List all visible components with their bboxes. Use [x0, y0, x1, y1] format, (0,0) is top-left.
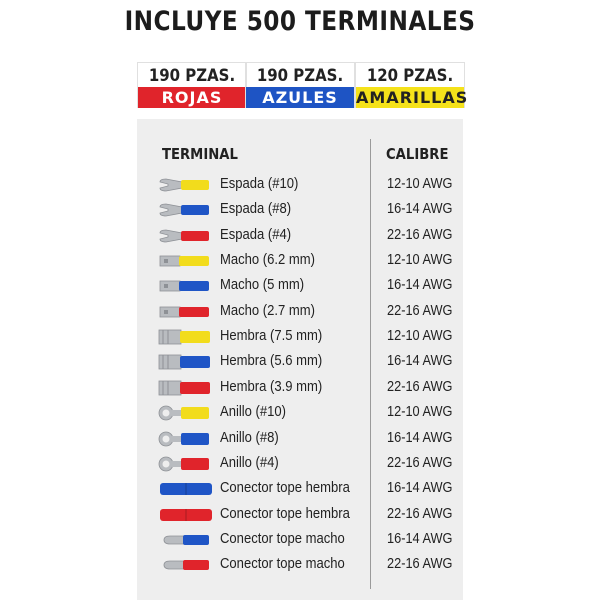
terminal-name: Espada (#4) [220, 227, 292, 243]
badge-yellow-count: 120 PZAS. [366, 66, 454, 86]
terminal-gauge: 16-14 AWG [387, 353, 453, 369]
female-terminal-icon [156, 353, 218, 371]
table-row [150, 224, 460, 249]
terminal-gauge: 16-14 AWG [387, 531, 453, 547]
table-row [150, 477, 460, 502]
table-row [150, 401, 460, 426]
table-row [150, 300, 460, 325]
terminal-name: Hembra (7.5 mm) [220, 328, 323, 344]
terminal-gauge: 22-16 AWG [387, 556, 453, 572]
table-row [150, 528, 460, 553]
table-row [150, 376, 460, 401]
male-terminal-icon [156, 303, 218, 321]
column-header-calibre: CALIBRE [386, 145, 449, 163]
table-row [150, 427, 460, 452]
badge-red-count: 190 PZAS. [148, 66, 236, 86]
bullet-connector-icon [156, 531, 218, 549]
table-row [150, 249, 460, 274]
terminal-name: Conector tope macho [220, 556, 345, 572]
table-row [150, 198, 460, 223]
badge-yellow-label: AMARILLAS [356, 88, 469, 107]
spade-terminal-icon [156, 201, 218, 219]
male-terminal-icon [156, 252, 218, 270]
butt-connector-icon [156, 506, 218, 524]
terminal-name: Hembra (5.6 mm) [220, 353, 323, 369]
table-row [150, 452, 460, 477]
table-row [150, 350, 460, 375]
terminal-name: Anillo (#4) [220, 455, 279, 471]
table-row [150, 503, 460, 528]
terminal-gauge: 22-16 AWG [387, 227, 453, 243]
terminal-gauge: 16-14 AWG [387, 480, 453, 496]
badge-red-label: ROJAS [138, 87, 246, 108]
terminal-gauge: 12-10 AWG [387, 176, 453, 192]
terminal-gauge: 12-10 AWG [387, 328, 453, 344]
ring-terminal-icon [156, 404, 218, 422]
table-row [150, 325, 460, 350]
terminal-name: Espada (#8) [220, 201, 292, 217]
ring-terminal-icon [156, 455, 218, 473]
terminal-gauge: 22-16 AWG [387, 506, 453, 522]
terminal-name: Conector tope macho [220, 531, 345, 547]
page-title: INCLUYE 500 TERMINALES [124, 6, 476, 37]
spade-terminal-icon [156, 176, 218, 194]
terminal-gauge: 22-16 AWG [387, 455, 453, 471]
terminal-gauge: 12-10 AWG [387, 252, 453, 268]
terminal-name: Anillo (#8) [220, 430, 279, 446]
terminal-name: Macho (6.2 mm) [220, 252, 316, 268]
female-terminal-icon [156, 328, 218, 346]
badge-blue-count: 190 PZAS. [256, 66, 344, 86]
butt-connector-icon [156, 480, 218, 498]
table-row [150, 553, 460, 578]
table-row [150, 173, 460, 198]
male-terminal-icon [156, 277, 218, 295]
female-terminal-icon [156, 379, 218, 397]
badge-yellow [355, 62, 469, 108]
terminal-gauge: 22-16 AWG [387, 379, 453, 395]
terminal-gauge: 16-14 AWG [387, 277, 453, 293]
terminal-name: Conector tope hembra [220, 480, 350, 496]
terminal-gauge: 16-14 AWG [387, 430, 453, 446]
spade-terminal-icon [156, 227, 218, 245]
terminal-name: Conector tope hembra [220, 506, 350, 522]
terminal-name: Macho (2.7 mm) [220, 303, 316, 319]
terminal-name: Macho (5 mm) [220, 277, 305, 293]
terminal-gauge: 12-10 AWG [387, 404, 453, 420]
table-row [150, 274, 460, 299]
bullet-connector-icon [156, 556, 218, 574]
terminal-gauge: 22-16 AWG [387, 303, 453, 319]
terminal-name: Espada (#10) [220, 176, 299, 192]
badge-red [137, 62, 247, 108]
terminal-gauge: 16-14 AWG [387, 201, 453, 217]
ring-terminal-icon [156, 430, 218, 448]
badge-blue-label: AZULES [246, 87, 354, 108]
terminal-name: Hembra (3.9 mm) [220, 379, 323, 395]
badge-blue [245, 62, 355, 108]
column-header-terminal: TERMINAL [162, 145, 238, 163]
terminal-name: Anillo (#10) [220, 404, 287, 420]
